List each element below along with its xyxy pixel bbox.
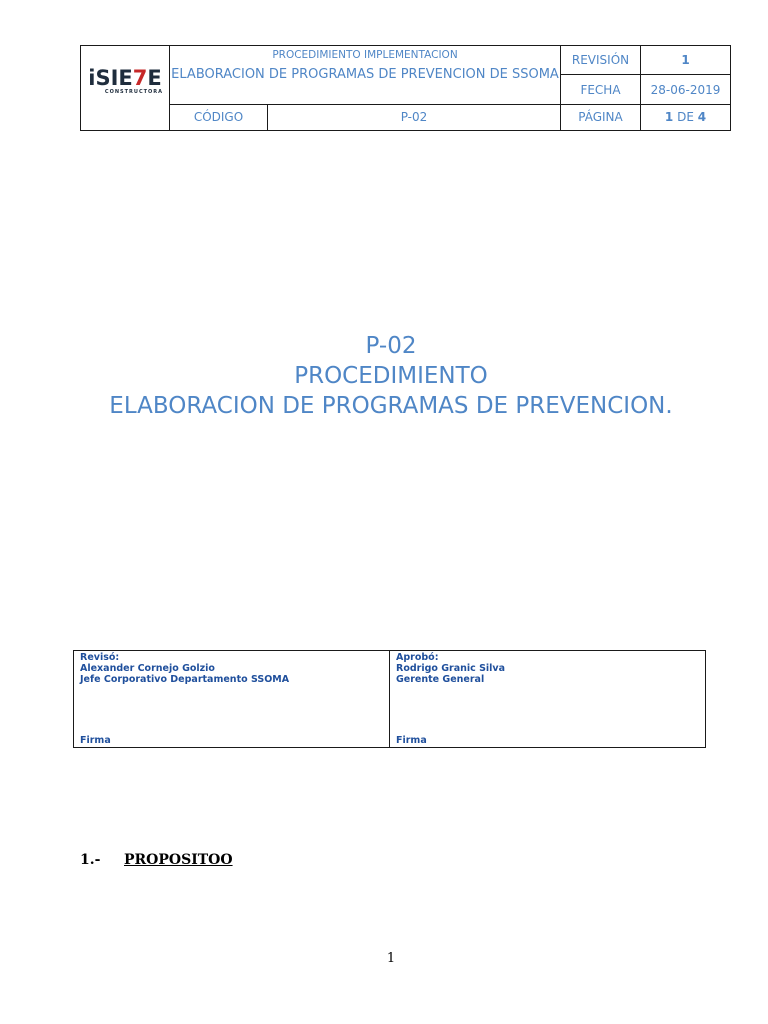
page-of: DE [677,110,694,125]
procedure-cell [170,46,561,105]
reviewer-signature-label: Firma [80,735,111,746]
code-label: CÓDIGO [170,104,268,130]
reviewed-label: Revisó: [80,652,120,663]
page-label: PÁGINA [561,104,641,130]
page-indicator [641,104,731,130]
date-label: FECHA [561,75,641,104]
page-total: 4 [697,110,707,125]
approved-label: Aprobó: [396,652,439,663]
approver-signature-label: Firma [396,735,427,746]
approved-by-cell [390,651,706,748]
approver-role: Gerente General [396,674,485,685]
revision-label: REVISIÓN [561,46,641,75]
reviewer-role: Jefe Corporativo Departamento SSOMA [80,674,290,685]
title-line-1: PROCEDIMIENTO [294,363,488,389]
section-title: PROPOSITOO [124,852,233,868]
signature-table [73,650,706,748]
approver-name: Rodrigo Granic Silva [396,663,506,674]
code-value: P-02 [268,104,561,130]
section-heading [80,852,233,868]
document-header-table [80,45,731,131]
procedure-label: PROCEDIMIENTO IMPLEMENTACION [272,49,458,61]
document-title [0,331,768,421]
reviewer-name: Alexander Cornejo Golzio [80,663,215,674]
title-line-2: ELABORACION DE PROGRAMAS DE PREVENCION. [109,393,673,419]
logo-subtitle: CONSTRUCTORA [104,89,163,95]
reviewed-by-cell [74,651,390,748]
company-logo: iSIE7E CONSTRUCTORA [81,46,170,131]
revision-value: 1 [641,46,731,75]
page-current: 1 [664,110,674,125]
procedure-title: ELABORACION DE PROGRAMAS DE PREVENCION DE SSOMA [171,67,559,82]
section-number: 1.- [80,852,101,868]
date-value: 28-06-2019 [641,75,731,104]
title-code: P-02 [365,333,417,359]
page-number: 1 [386,951,396,966]
